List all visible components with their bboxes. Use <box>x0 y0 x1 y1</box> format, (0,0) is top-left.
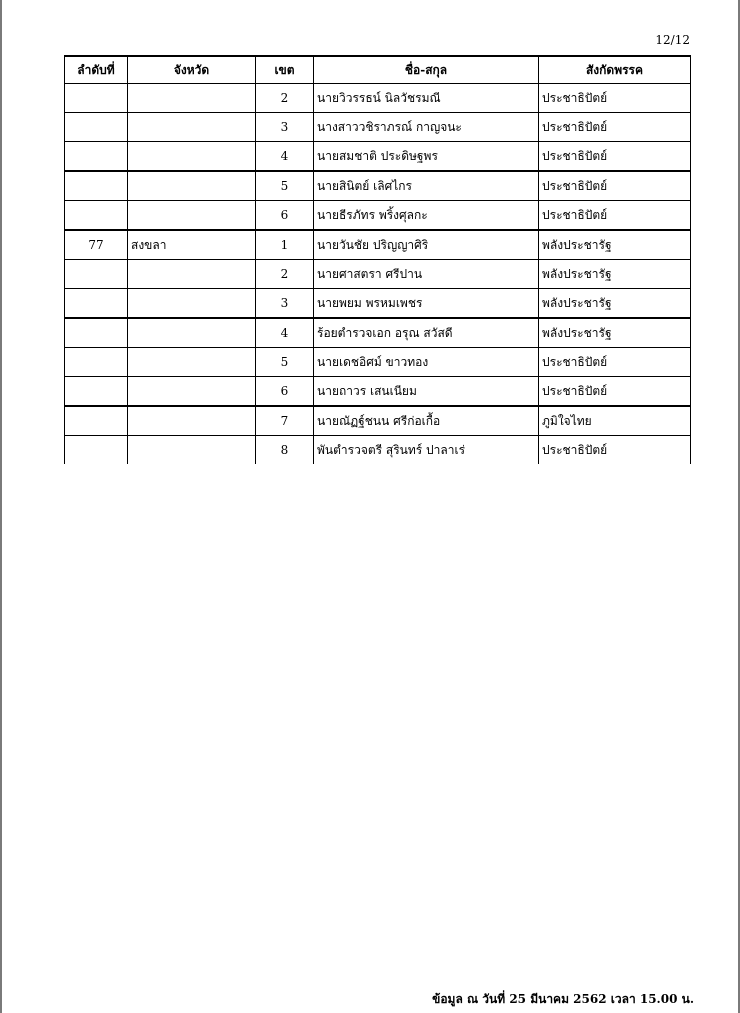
cell-party: พลังประชารัฐ <box>539 318 691 348</box>
cell-party: ประชาธิปัตย์ <box>539 171 691 201</box>
cell-seq: 77 <box>65 230 128 260</box>
cell-name: ร้อยตำรวจเอก อรุณ สวัสดี <box>314 318 539 348</box>
header-province: จังหวัด <box>128 56 256 84</box>
cell-province <box>128 436 256 465</box>
table-header-row <box>65 56 691 84</box>
page-left-border <box>0 0 2 1013</box>
table-row <box>65 230 691 260</box>
cell-party: ประชาธิปัตย์ <box>539 348 691 377</box>
header-name: ชื่อ-สกุล <box>314 56 539 84</box>
table-row <box>65 260 691 289</box>
cell-name: นายวันชัย ปริญญาศิริ <box>314 230 539 260</box>
cell-party: ประชาธิปัตย์ <box>539 113 691 142</box>
cell-name: นายถาวร เสนเนียม <box>314 377 539 407</box>
cell-zone: 4 <box>256 318 314 348</box>
table-row <box>65 348 691 377</box>
cell-seq <box>65 142 128 172</box>
table-row <box>65 406 691 436</box>
cell-zone: 4 <box>256 142 314 172</box>
table-row <box>65 142 691 172</box>
cell-zone: 6 <box>256 377 314 407</box>
cell-seq <box>65 348 128 377</box>
table-row <box>65 171 691 201</box>
cell-name: นายธีรภัทร พริ้งศุลกะ <box>314 201 539 231</box>
cell-seq <box>65 171 128 201</box>
cell-zone: 5 <box>256 171 314 201</box>
cell-party: ภูมิใจไทย <box>539 406 691 436</box>
cell-province <box>128 260 256 289</box>
header-party: สังกัดพรรค <box>539 56 691 84</box>
table-row <box>65 84 691 113</box>
page-number: 12/12 <box>655 33 690 47</box>
cell-name: นายวิวรรธน์ นิลวัชรมณี <box>314 84 539 113</box>
table-row <box>65 201 691 231</box>
cell-province <box>128 113 256 142</box>
cell-province <box>128 171 256 201</box>
cell-party: ประชาธิปัตย์ <box>539 142 691 172</box>
header-seq: ลำดับที่ <box>65 56 128 84</box>
table-row <box>65 289 691 319</box>
cell-party: พลังประชารัฐ <box>539 230 691 260</box>
cell-zone: 3 <box>256 289 314 319</box>
cell-province <box>128 377 256 407</box>
cell-province <box>128 406 256 436</box>
cell-zone: 3 <box>256 113 314 142</box>
cell-province <box>128 348 256 377</box>
candidate-table <box>64 55 691 464</box>
cell-party: ประชาธิปัตย์ <box>539 377 691 407</box>
cell-province <box>128 318 256 348</box>
table-row <box>65 318 691 348</box>
cell-name: นายพยม พรหมเพชร <box>314 289 539 319</box>
cell-zone: 2 <box>256 84 314 113</box>
cell-seq <box>65 406 128 436</box>
cell-province <box>128 289 256 319</box>
cell-zone: 7 <box>256 406 314 436</box>
cell-province <box>128 84 256 113</box>
cell-party: พลังประชารัฐ <box>539 260 691 289</box>
cell-zone: 1 <box>256 230 314 260</box>
cell-party: ประชาธิปัตย์ <box>539 84 691 113</box>
cell-seq <box>65 113 128 142</box>
cell-name: นายสินิตย์ เลิศไกร <box>314 171 539 201</box>
header-zone: เขต <box>256 56 314 84</box>
cell-seq <box>65 260 128 289</box>
cell-seq <box>65 201 128 231</box>
cell-party: พลังประชารัฐ <box>539 289 691 319</box>
cell-name: นายศาสตรา ศรีปาน <box>314 260 539 289</box>
cell-province <box>128 201 256 231</box>
cell-seq <box>65 84 128 113</box>
cell-province <box>128 142 256 172</box>
cell-seq <box>65 377 128 407</box>
cell-seq <box>65 436 128 465</box>
cell-name: นายณัฏฐ์ชนน ศรีก่อเกื้อ <box>314 406 539 436</box>
cell-name: นายสมชาติ ประดิษฐพร <box>314 142 539 172</box>
cell-name: พันตำรวจตรี สุรินทร์ ปาลาเร่ <box>314 436 539 465</box>
cell-province: สงขลา <box>128 230 256 260</box>
cell-seq <box>65 289 128 319</box>
cell-zone: 2 <box>256 260 314 289</box>
data-timestamp-footer: ข้อมูล ณ วันที่ 25 มีนาคม 2562 เวลา 15.00 น. <box>432 992 694 1006</box>
cell-name: นายเดชอิศม์ ขาวทอง <box>314 348 539 377</box>
table-row <box>65 377 691 407</box>
cell-party: ประชาธิปัตย์ <box>539 436 691 465</box>
cell-zone: 8 <box>256 436 314 465</box>
table-row <box>65 113 691 142</box>
cell-seq <box>65 318 128 348</box>
cell-zone: 5 <box>256 348 314 377</box>
cell-name: นางสาววชิราภรณ์ กาญจนะ <box>314 113 539 142</box>
table-row <box>65 436 691 465</box>
cell-zone: 6 <box>256 201 314 231</box>
cell-party: ประชาธิปัตย์ <box>539 201 691 231</box>
